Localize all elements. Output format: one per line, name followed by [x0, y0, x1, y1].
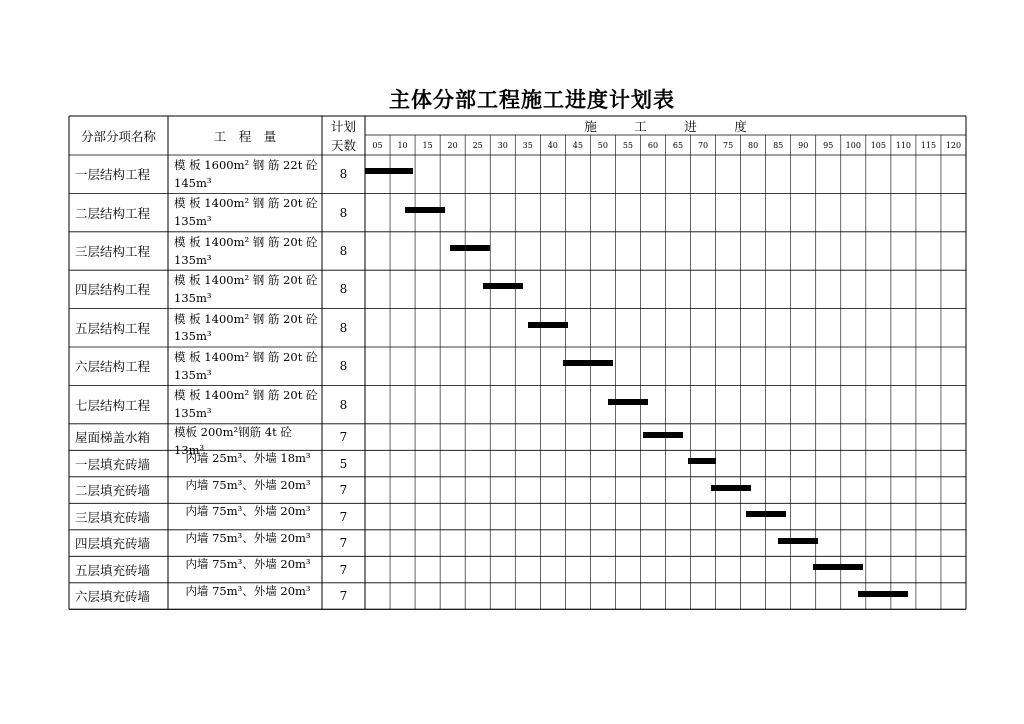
quantity-line-1: 模 板 1400m² 钢 筋 20t 砼	[174, 196, 318, 211]
task-name: 一层结构工程	[75, 167, 151, 183]
header-quantity: 工 程 量	[213, 128, 277, 144]
task-name: 五层填充砖墙	[75, 562, 151, 578]
gantt-bar	[711, 485, 751, 491]
task-name: 三层填充砖墙	[75, 509, 151, 525]
task-name: 三层结构工程	[75, 243, 151, 259]
tick-label: 95	[823, 140, 834, 150]
plan-days: 7	[339, 536, 348, 551]
gantt-bar	[778, 538, 818, 544]
task-name: 六层填充砖墙	[75, 589, 151, 605]
task-name: 屋面梯盖水箱	[75, 430, 151, 446]
tick-label: 100	[845, 140, 861, 150]
task-quantity	[168, 193, 322, 231]
quantity-line-2: 135m³	[174, 367, 212, 382]
plan-days: 7	[339, 562, 348, 577]
quantity-line-2: 145m³	[174, 175, 212, 190]
quantity-line-2: 135m³	[174, 252, 212, 267]
gantt-bar	[813, 564, 863, 570]
tick-label: 70	[697, 140, 709, 150]
tick-label: 65	[672, 140, 684, 150]
quantity-line-1: 内墙 75m³、外墙 20m³	[185, 557, 311, 572]
header-progress: 施 工 进 度	[584, 118, 747, 134]
tick-label: 40	[547, 140, 558, 150]
header-name: 分部分项名称	[80, 128, 156, 144]
gantt-bar	[450, 245, 490, 251]
quantity-line-1: 模 板 1400m² 钢 筋 20t 砼	[174, 234, 318, 249]
tick-label: 25	[472, 140, 483, 150]
tick-label: 30	[497, 140, 508, 150]
gantt-bar	[365, 168, 413, 174]
task-name: 七层结构工程	[75, 397, 151, 413]
quantity-line-1: 模 板 1400m² 钢 筋 20t 砼	[174, 273, 318, 288]
task-quantity	[168, 556, 322, 583]
tick-label: 105	[870, 140, 886, 150]
plan-days: 8	[339, 320, 348, 335]
plan-days: 5	[339, 456, 348, 471]
tick-label: 35	[522, 140, 533, 150]
quantity-line-2: 135m³	[174, 291, 212, 305]
task-quantity	[168, 530, 322, 557]
plan-days: 8	[339, 282, 348, 297]
quantity-line-1: 内墙 25m³、外墙 18m³	[185, 451, 311, 466]
quantity-line-1: 模板 200m²钢筋 4t 砼 13m³	[174, 424, 292, 457]
task-name: 一层填充砖墙	[75, 456, 151, 472]
header-plan-days-line2: 天数	[330, 138, 356, 153]
quantity-line-1: 内墙 75m³、外墙 20m³	[185, 530, 311, 545]
tick-label: 55	[622, 140, 634, 150]
gantt-bar	[563, 360, 613, 366]
gantt-bar	[746, 511, 786, 517]
quantity-line-2: 135m³	[174, 214, 212, 229]
task-quantity	[168, 270, 322, 308]
task-name: 四层结构工程	[75, 282, 151, 298]
tick-label: 110	[895, 140, 912, 150]
tick-label: 05	[372, 140, 383, 150]
quantity-line-1: 内墙 75m³、外墙 20m³	[185, 504, 311, 519]
quantity-line-1: 模 板 1600m² 钢 筋 22t 砼	[174, 158, 318, 172]
task-name: 二层填充砖墙	[75, 483, 151, 499]
quantity-line-1: 模 板 1400m² 钢 筋 20t 砼	[174, 350, 318, 364]
quantity-line-1: 内墙 75m³、外墙 20m³	[185, 583, 311, 598]
gantt-bar	[688, 458, 716, 464]
task-quantity	[168, 232, 322, 270]
quantity-line-2: 135m³	[174, 329, 212, 344]
plan-days: 8	[339, 167, 348, 182]
tick-label: 15	[422, 140, 433, 150]
task-quantity	[168, 309, 322, 347]
plan-days: 7	[339, 430, 348, 445]
gantt-bar	[858, 591, 908, 597]
task-name: 六层结构工程	[75, 359, 151, 375]
gantt-bar	[608, 399, 648, 405]
tick-label: 90	[798, 140, 809, 150]
tick-label: 85	[773, 140, 784, 150]
tick-label: 75	[723, 140, 734, 150]
tick-label: 115	[920, 140, 937, 150]
tick-label: 60	[647, 140, 659, 150]
task-name: 二层结构工程	[75, 205, 151, 221]
task-quantity	[168, 347, 322, 385]
tick-label: 45	[572, 140, 583, 150]
gantt-bar	[405, 207, 445, 213]
task-name: 五层结构工程	[75, 320, 151, 336]
task-quantity	[168, 385, 322, 423]
quantity-line-1: 模 板 1400m² 钢 筋 20t 砼	[174, 311, 318, 326]
quantity-line-2: 135m³	[174, 406, 212, 421]
tick-label: 50	[597, 140, 608, 150]
plan-days: 8	[339, 243, 348, 258]
plan-days: 7	[339, 589, 348, 604]
task-quantity	[168, 503, 322, 530]
tick-label: 10	[397, 140, 408, 150]
gantt-bar	[528, 322, 568, 328]
tick-label: 80	[748, 140, 759, 150]
quantity-line-1: 模 板 1400m² 钢 筋 20t 砼	[174, 388, 318, 403]
tick-label: 120	[945, 140, 962, 150]
task-quantity	[168, 424, 322, 457]
task-quantity	[168, 583, 322, 610]
task-quantity	[168, 155, 322, 193]
plan-days: 8	[339, 205, 348, 220]
task-name: 四层填充砖墙	[75, 536, 151, 552]
plan-days: 7	[339, 483, 348, 498]
plan-days: 7	[339, 509, 348, 524]
gantt-bar	[483, 283, 523, 289]
page-title: 主体分部工程施工进度计划表	[389, 87, 675, 112]
task-quantity	[168, 477, 322, 504]
task-quantity	[168, 450, 322, 477]
tick-label: 20	[447, 140, 458, 150]
plan-days: 8	[339, 397, 348, 412]
gantt-bar	[643, 432, 683, 438]
quantity-line-1: 内墙 75m³、外墙 20m³	[185, 477, 311, 492]
header-plan-days-line1: 计划	[330, 118, 356, 134]
plan-days: 8	[339, 359, 348, 374]
